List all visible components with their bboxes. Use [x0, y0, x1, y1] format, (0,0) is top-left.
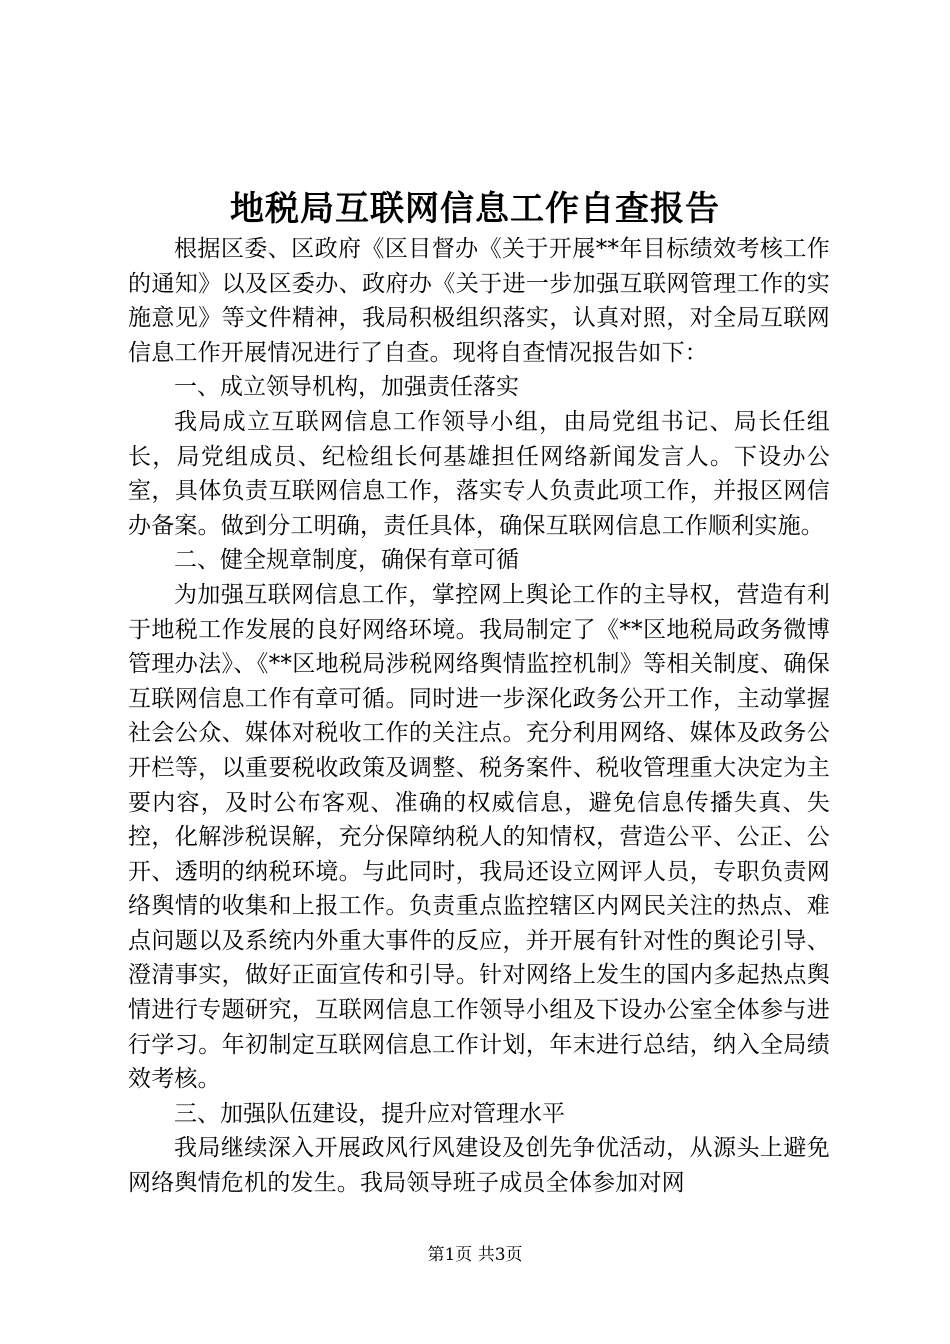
section-heading-3: 三、加强队伍建设，提升应对管理水平	[174, 1100, 565, 1127]
document-title: 地税局互联网信息工作自查报告	[230, 189, 720, 229]
section-heading-1: 一、成立领导机构，加强责任落实	[174, 374, 519, 401]
section-heading-2: 二、健全规章制度，确保有章可循	[174, 547, 519, 574]
page-footer: 第1页 共3页	[427, 1245, 523, 1265]
paragraph-section-1: 我局成立互联网信息工作领导小组，由局党组书记、局长任组长，局党组成员、纪检组长何基雄担任网络新闻发言人。下设办公室，具体负责互联网信息工作，落实专人负责此项工作，并报区网信办备案。做到分工明确，责任具体，确保互联网信息工作顺利实施。	[128, 408, 830, 539]
paragraph-section-3: 我局继续深入开展政风行风建设及创先争优活动，从源头上避免网络舆情危机的发生。我局领导班子成员全体参加对网	[128, 1135, 830, 1197]
paragraph-intro: 根据区委、区政府《区目督办《关于开展**年目标绩效考核工作的通知》以及区委办、政府办《关于进一步加强互联网管理工作的实施意见》等文件精神，我局积极组织落实，认真对照，对全局互联网信息工作开展情况进行了自查。现将自查情况报告如下：	[128, 236, 830, 366]
document-body	[128, 232, 830, 1201]
paragraph-section-2: 为加强互联网信息工作，掌控网上舆论工作的主导权，营造有利于地税工作发展的良好网络环境。我局制定了《**区地税局政务微博管理办法》、《**区地税局涉税网络舆情监控机制》等相关制度、确保互联网信息工作有章可循。同时进一步深化政务公开工作，主动掌握社会公众、媒体对税收工作的关注点。充分利用网络、媒体及政务公开栏等，以重要税收政策及调整、税务案件、税收管理重大决定为主要内容，及时公布客观、准确的权威信息，避免信息传播失真、失控，化解涉税误解，充分保障纳税人的知情权，营造公平、公正、公开、透明的纳税环境。与此同时，我局还设立网评人员，专职负责网络舆情的收集和上报工作。负责重点监控辖区内网民关注的热点、难点问题以及系统内外重大事件的反应，并开展有针对性的舆论引导、澄清事实，做好正面宣传和引导。针对网络上发生的国内多起热点舆情进行专题研究，互联网信息工作领导小组及下设办公室全体参与进行学习。年初制定互联网信息工作计划，年末进行总结，纳入全局绩效考核。	[128, 581, 830, 1093]
